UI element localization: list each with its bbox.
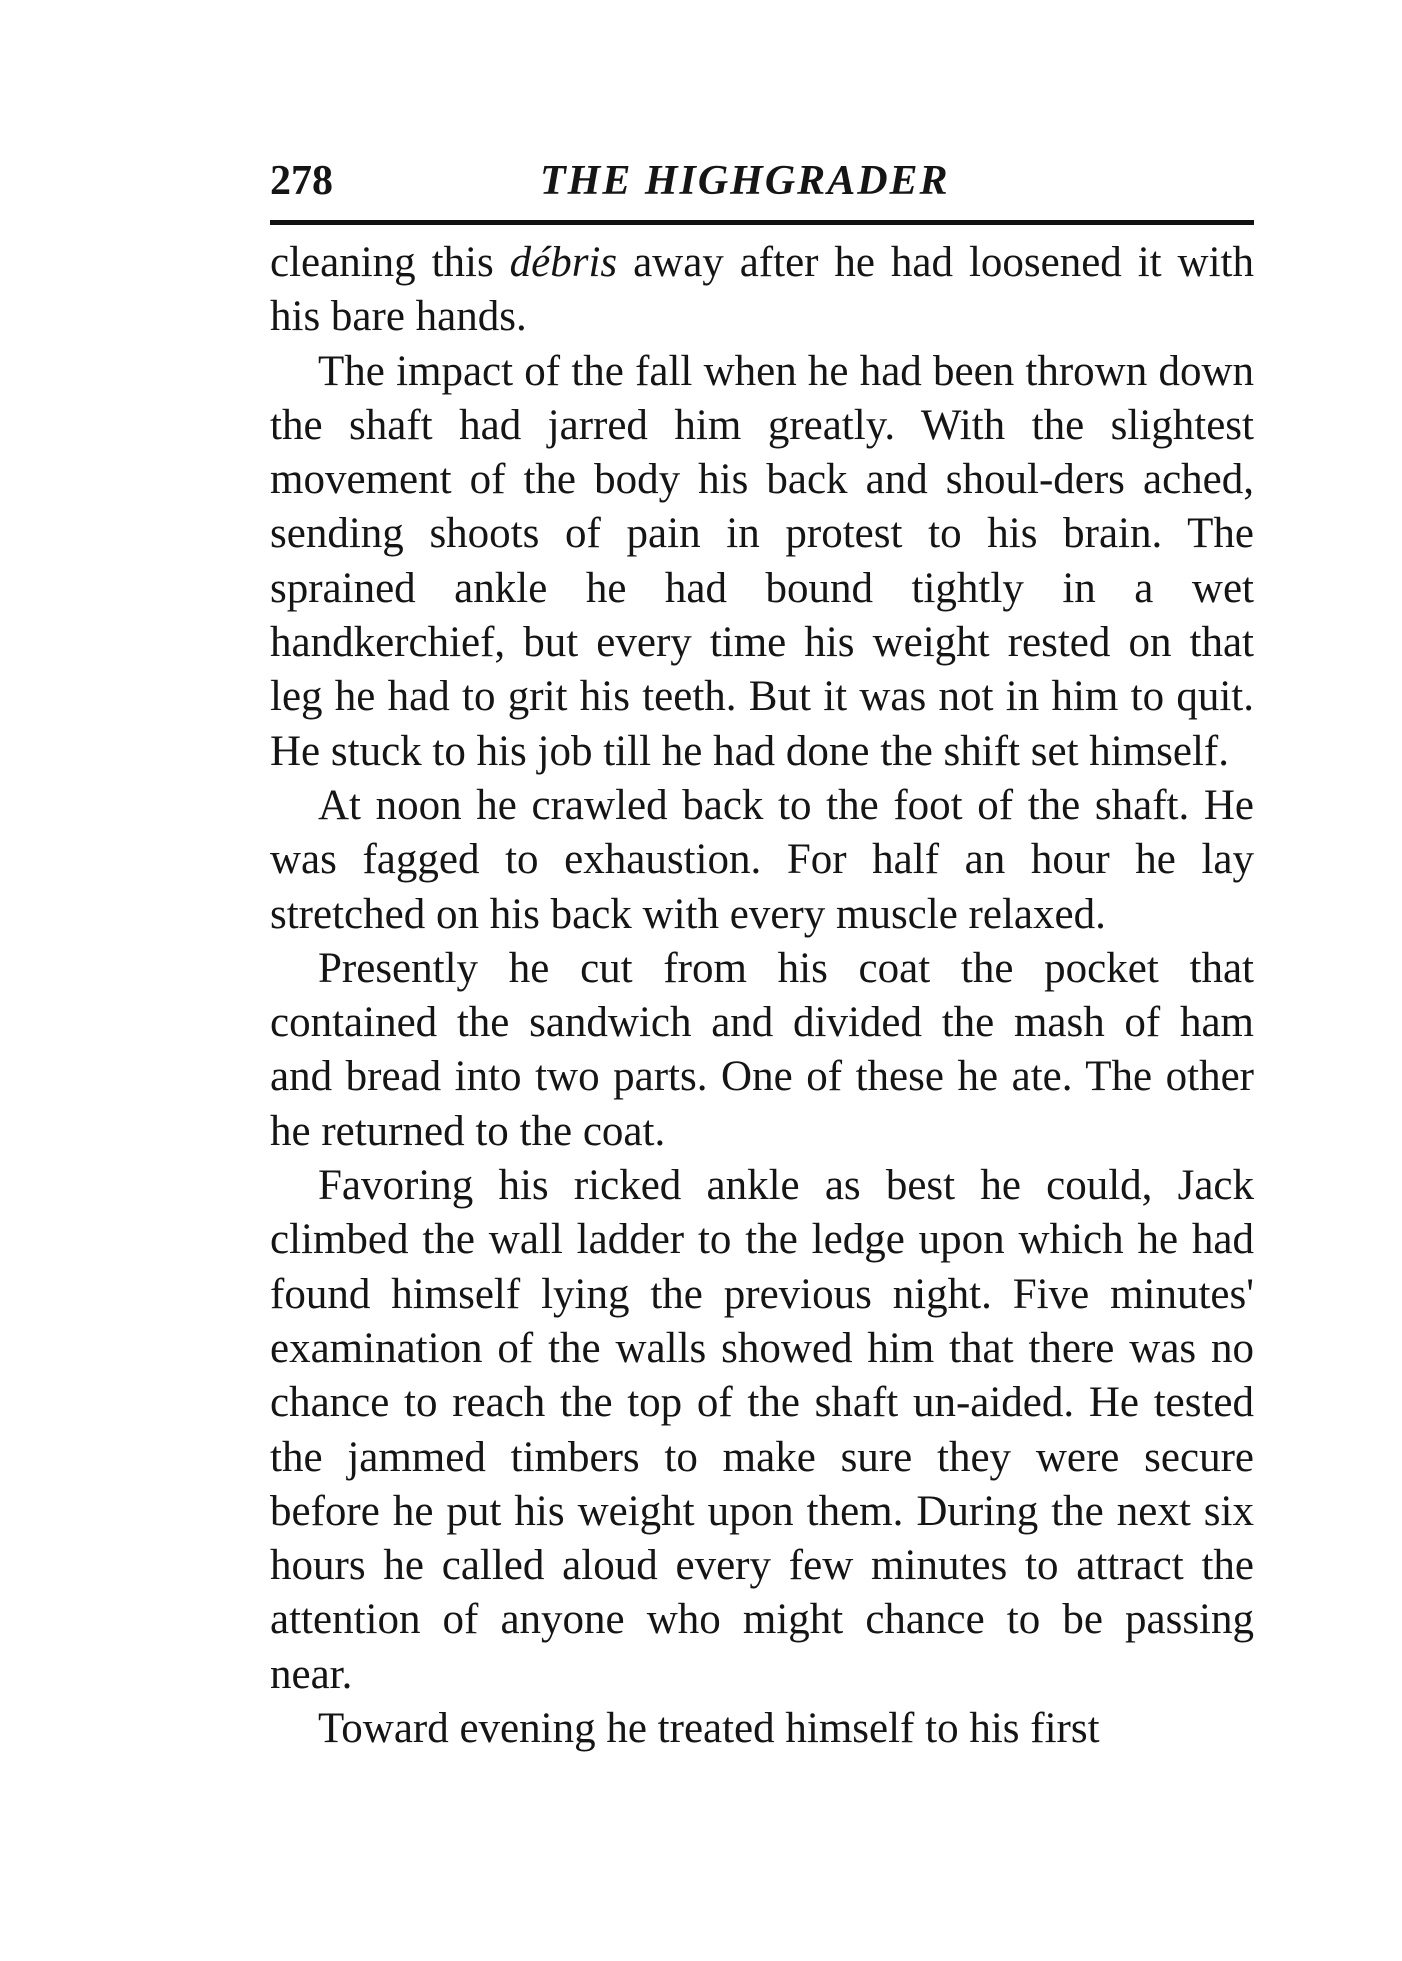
paragraph-5: Favoring his ricked ankle as best he could, Jack climbed the wall ladder to the ledge upon which he had found himself lying the previous night. Five minutes' examination of the walls showed him that there was no chance to reach the top of the shaft un-aided. He tested the jammed timbers to make sure they were secure before he put his weight upon them. During the next six hours he called aloud every few minutes to attract the attention of anyone who might chance to be passing near. — [270, 1162, 1254, 1698]
paragraph-4: Presently he cut from his coat the pocket that contained the sandwich and divided the mash of ham and bread into two parts. One of these he ate. The other he returned to the coat. — [270, 944, 1254, 1155]
header-rule — [270, 220, 1254, 225]
body-text — [270, 236, 1254, 1756]
paragraph-1-before: cleaning this — [270, 239, 510, 286]
paragraph-2: The impact of the fall when he had been thrown down the shaft had jarred him greatly. With the slightest movement of the body his back and shoul-ders ached, sending shoots of pain in protest to his brain. The sprained ankle he had bound tightly in a wet handkerchief, but every time his weight rested on that leg he had to grit his teeth. But it was not in him to quit. He stuck to his job till he had done the shift set himself. — [270, 347, 1254, 775]
paragraph-1-after: away after he had loosened it with his bare hands. — [270, 239, 1254, 341]
italic-word: débris — [509, 239, 618, 286]
page-number: 278 — [270, 158, 333, 204]
paragraph-1 — [270, 236, 1254, 345]
paragraph-3: At noon he crawled back to the foot of the shaft. He was fagged to exhaustion. For half an hour he lay stretched on his back with every muscle relaxed. — [270, 781, 1254, 938]
running-head: THE HIGHGRADER — [540, 158, 950, 204]
page-header — [270, 150, 1254, 212]
paragraph-6: Toward evening he treated himself to his first — [318, 1705, 1100, 1753]
